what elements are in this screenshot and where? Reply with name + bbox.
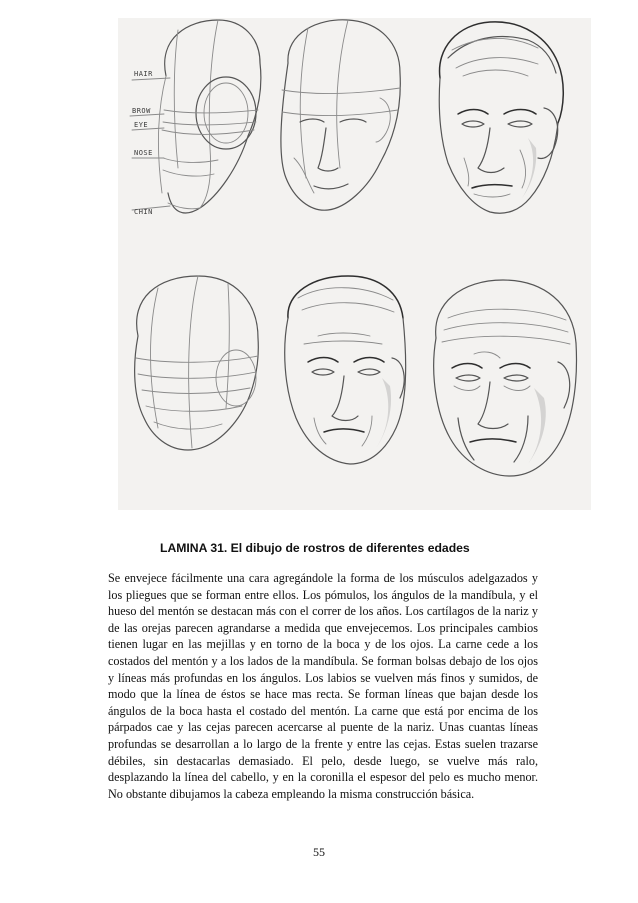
figure-label-eye: EYE <box>134 121 149 129</box>
young-man-portrait <box>439 22 563 213</box>
figure-label-brow: BROW <box>132 107 151 115</box>
young-face-construction <box>281 20 400 210</box>
figure-caption: LAMINA 31. El dibujo de rostros de diferentes edades <box>160 541 470 555</box>
construction-head-labeled <box>130 20 261 216</box>
figure-label-chin: CHIN <box>134 208 153 216</box>
figure-label-nose: NOSE <box>134 149 153 157</box>
old-man-portrait <box>434 280 577 476</box>
head-drawings-figure <box>118 18 591 510</box>
construction-head-lower <box>135 276 259 450</box>
figure-label-hair: HAIR <box>134 70 153 78</box>
page-number: 55 <box>313 845 325 859</box>
body-paragraph: Se envejece fácilmente una cara agregándole la forma de los músculos adelgazados y los pliegues que se forman entre ellos. Los pómulos, los ángulos de la mandíbula, y el hueso del mentón se destacan más con el correr de los años. Los cartílagos de la nariz y de las orejas parecen agrandarse a medida que envejecemos. Los principales cambios tienen lugar en las mejillas y en torno de la boca y de los ojos. La carne cede a los costados del mentón y a los lados de la mandíbula. Se forman bolsas debajo de los ojos y líneas más profundas en los ángulos. Los labios se vuelven más finos y sumidos, de modo que la línea de éstos se hace mas recta. Se forman líneas que bajan desde los ángulos de la boca hasta el costado del mentón. La carne que está por encima de los párpados cae y las cejas parecen acercarse al puente de la nariz. Unas cuantas líneas profundas se desarrollan a lo largo de la frente y entre las cejas. Estas suelen trazarse débiles, sin destacarlas demasiado. El pelo, desde luego, se vuelve más ralo, desplazando la línea del cabello, y en la coronilla el espesor del pelo es mucho menor. No obstante dibujamos la cabeza empleando la misma construcción básica. <box>108 571 538 801</box>
middle-aged-man-portrait <box>285 276 406 464</box>
